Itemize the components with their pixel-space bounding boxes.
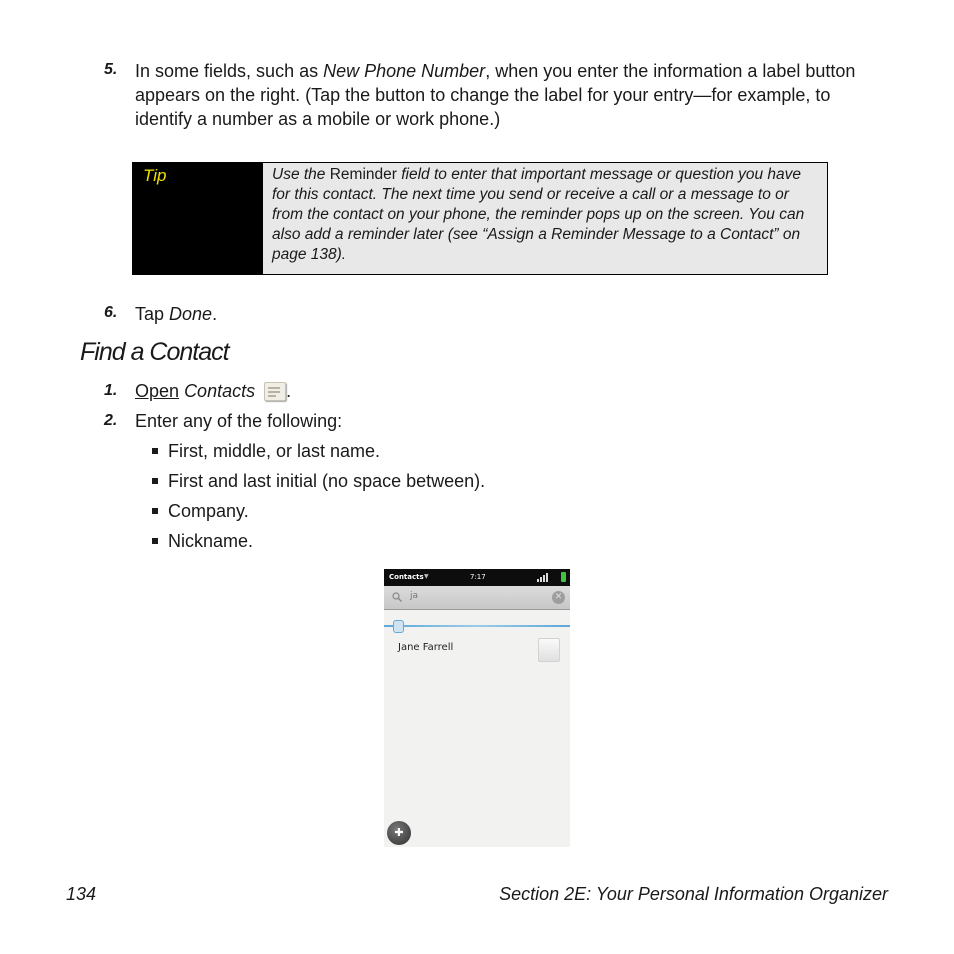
tip-reminder-field: Reminder xyxy=(329,166,397,183)
contact-name: Jane Farrell xyxy=(398,642,454,653)
list-divider xyxy=(384,625,570,627)
divider-marker-icon xyxy=(393,620,404,633)
add-contact-button[interactable] xyxy=(387,821,411,845)
find-step-1-end: . xyxy=(286,381,292,401)
chevron-down-icon[interactable]: ▼ xyxy=(424,573,429,580)
bullet-text: First and last initial (no space between). xyxy=(168,471,486,491)
step-6-target: Done xyxy=(169,304,213,324)
magnifier-icon xyxy=(392,592,402,602)
contacts-app-icon xyxy=(262,380,286,402)
bullet-item xyxy=(152,469,485,493)
bullet-marker xyxy=(152,538,158,544)
tip-text-after: field to enter that important message or question you have for this contact. The next time you send or receive a call or a message to or from the contact on your phone, the reminder pops up on the screen. You can also add a reminder later (see “Assign a Reminder Message to a Contact” on page 138). xyxy=(272,166,805,263)
find-step-1-number: 1. xyxy=(104,382,118,399)
step-6-number: 6. xyxy=(104,304,118,321)
bullet-text: Nickname. xyxy=(168,531,254,551)
contact-photo-placeholder xyxy=(538,638,560,662)
signal-icon xyxy=(537,573,553,582)
bullet-item xyxy=(152,499,249,523)
find-step-1-text xyxy=(135,379,291,403)
find-step-2-text: Enter any of the following: xyxy=(135,411,343,431)
search-input[interactable]: ja xyxy=(410,591,419,601)
step-5-emphasis: New Phone Number xyxy=(323,61,486,81)
step-5-text-after: , when you enter the information a label button appears on the right. (Tap the button to change the label for your entry—for example, to identify a number as a mobile or work phone.) xyxy=(135,61,856,129)
tip-text-before: Use the xyxy=(272,166,330,183)
step-5-text-before: In some fields, such as xyxy=(135,61,324,81)
tip-label: Tip xyxy=(133,163,263,274)
find-step-2-number: 2. xyxy=(104,412,118,429)
search-bar[interactable] xyxy=(384,586,570,610)
bullet-text: Company. xyxy=(168,501,249,521)
bullet-marker xyxy=(152,508,158,514)
status-clock: 7:17 xyxy=(470,573,486,581)
contact-list-item[interactable] xyxy=(384,633,570,663)
step-5-number: 5. xyxy=(104,61,118,78)
step-6-end: . xyxy=(212,304,218,324)
section-footer: Section 2E: Your Personal Information Organizer xyxy=(499,884,888,904)
bullet-item xyxy=(152,529,253,553)
section-heading: Find a Contact xyxy=(80,338,229,366)
app-menu-title[interactable]: Contacts xyxy=(389,573,424,581)
bullet-marker xyxy=(152,448,158,454)
status-bar xyxy=(384,569,570,586)
bullet-text: First, middle, or last name. xyxy=(168,441,381,461)
tip-body xyxy=(263,163,827,274)
tip-box xyxy=(132,162,828,275)
add-contact-icon: ✚ xyxy=(394,826,404,839)
bullet-marker xyxy=(152,478,158,484)
open-link[interactable]: Open xyxy=(135,381,180,401)
step-6-verb: Tap xyxy=(135,304,170,324)
step-5-text xyxy=(135,59,865,131)
bullet-item xyxy=(152,439,380,463)
clear-search-icon[interactable]: ✕ xyxy=(552,591,565,604)
battery-icon xyxy=(561,572,566,582)
page-number: 134 xyxy=(66,884,97,904)
step-6-text xyxy=(135,302,217,326)
phone-screenshot xyxy=(384,569,570,847)
contacts-app-name: Contacts xyxy=(184,381,256,401)
